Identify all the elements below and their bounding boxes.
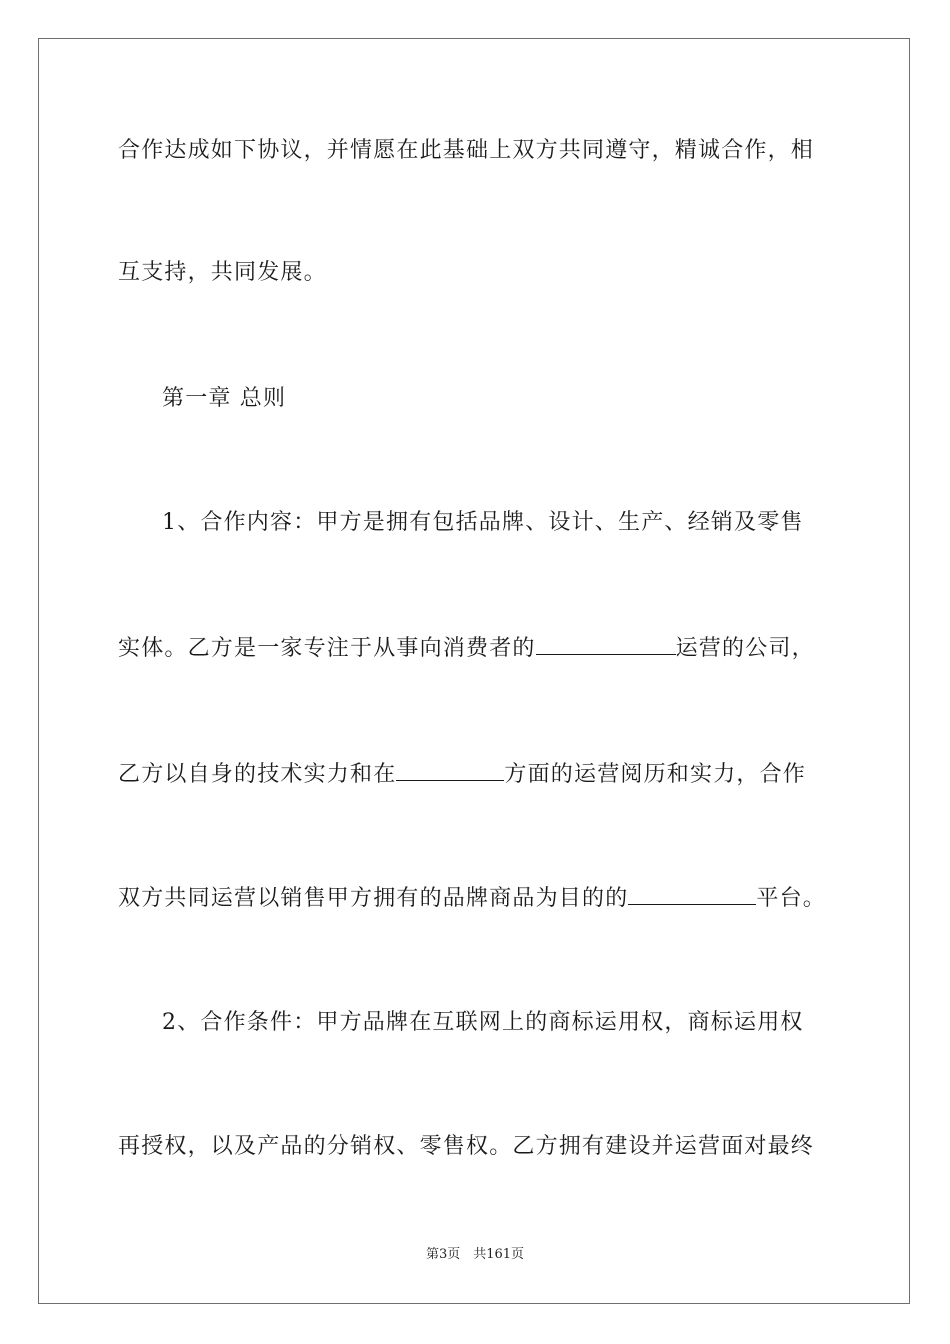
body-line: 合作达成如下协议，并情愿在此基础上双方共同遵守，精诚合作，相 [118, 138, 815, 163]
fill-in-blank [628, 884, 756, 905]
text-segment: 方面的运营阅历和实力，合作 [504, 762, 807, 787]
text-segment: 运营的公司， [675, 636, 815, 661]
body-line-with-blank [118, 884, 832, 914]
page-number-footer: 第3页 共161页 [425, 1247, 525, 1262]
body-line: 1、合作内容：甲方是拥有包括品牌、设计、生产、经销及零售 [162, 510, 804, 535]
page-border [38, 38, 910, 1304]
text-segment: 平台。 [756, 886, 827, 911]
fill-in-blank [536, 634, 676, 655]
body-line: 2、合作条件：甲方品牌在互联网上的商标运用权，商标运用权 [162, 1010, 804, 1035]
chapter-heading: 第一章 总则 [162, 386, 287, 411]
fill-in-blank [396, 760, 504, 781]
text-segment: 双方共同运营以销售甲方拥有的品牌商品为目的的 [118, 886, 629, 911]
body-line: 再授权，以及产品的分销权、零售权。乙方拥有建设并运营面对最终 [118, 1134, 815, 1159]
text-segment: 乙方以自身的技术实力和在 [118, 762, 397, 787]
text-segment: 实体。乙方是一家专注于从事向消费者的 [118, 636, 536, 661]
body-line: 互支持，共同发展。 [118, 260, 327, 285]
body-line-with-blank [118, 634, 832, 664]
body-line-with-blank [118, 760, 832, 790]
